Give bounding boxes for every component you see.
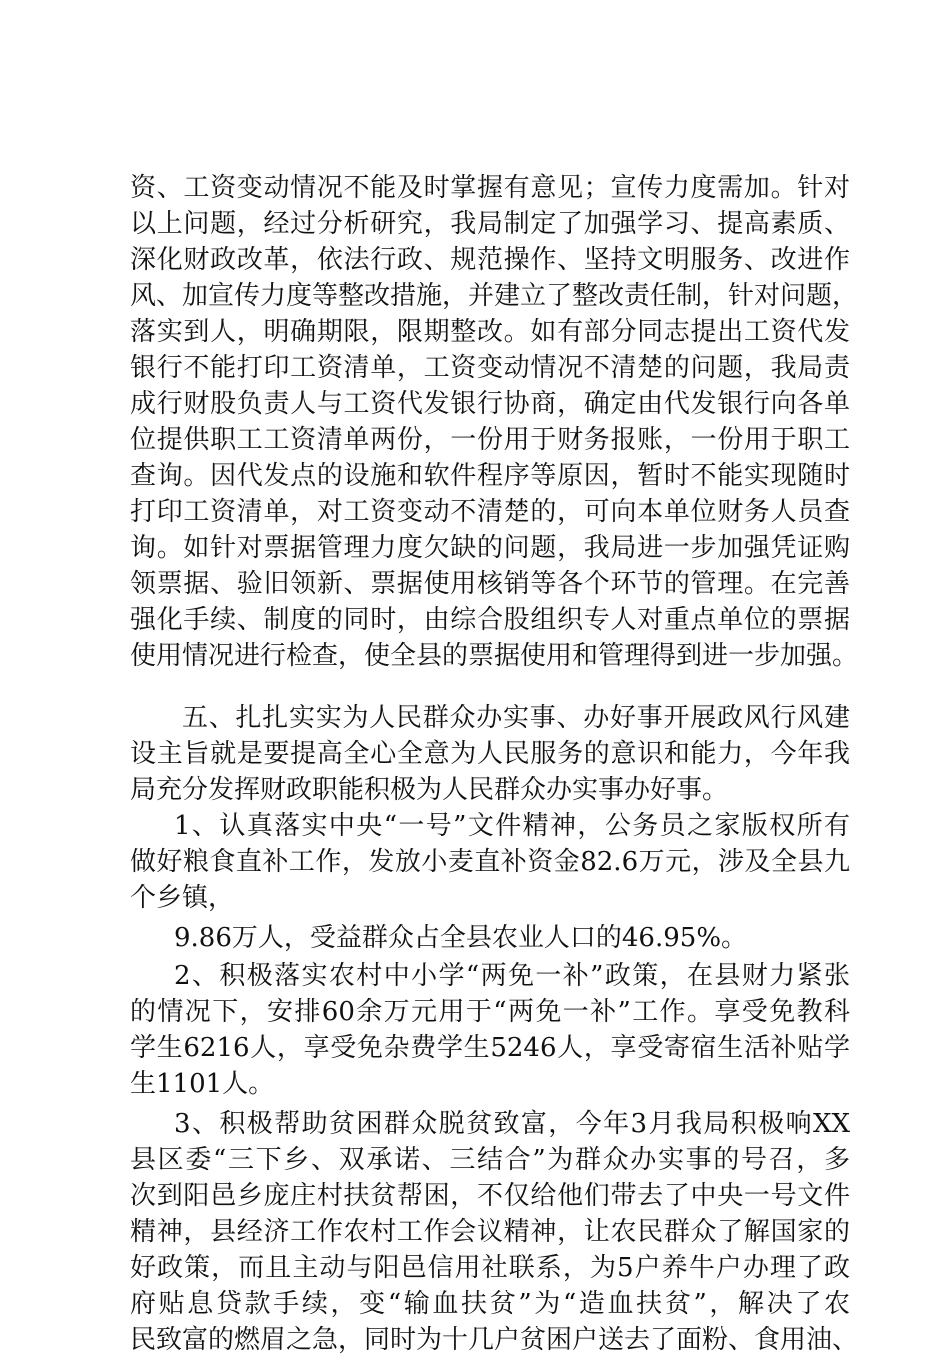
text-line: 使用情况进行检查，使全县的票据使用和管理得到进一步加强。 <box>130 641 859 671</box>
text-line: 位提供职工工资清单两份，一份用于财务报账，一份用于职工 <box>130 425 850 455</box>
text-line: 银行不能打印工资清单，工资变动情况不清楚的问题，我局责 <box>130 353 850 383</box>
text-line: 学生6216人，享受免杂费学生5246人，享受寄宿生活补贴学 <box>130 1033 850 1063</box>
text-line: 询。如针对票据管理力度欠缺的问题，我局进一步加强凭证购 <box>130 533 850 563</box>
text-line: 精神，县经济工作农村工作会议精神，让农民群众了解国家的 <box>130 1217 850 1247</box>
text-line: 查询。因代发点的设施和软件程序等原因，暂时不能实现随时 <box>130 461 850 491</box>
text-line: 领票据、验旧领新、票据使用核销等各个环节的管理。在完善 <box>130 569 850 599</box>
section-heading-line: 五、扎扎实实为人民群众办实事、办好事开展政风行风建 <box>182 703 850 733</box>
text-line: 成行财股负责人与工资代发银行协商，确定由代发银行向各单 <box>130 389 850 419</box>
text-line: 局充分发挥财政职能积极为人民群众办实事办好事。 <box>130 775 729 805</box>
text-line: 府贴息贷款手续，变“输血扶贫”为“造血扶贫”，解决了农 <box>130 1289 850 1319</box>
text-line: 次到阳邑乡庞庄村扶贫帮困，不仅给他们带去了中央一号文件 <box>130 1181 850 1211</box>
text-line: 以上问题，经过分析研究，我局制定了加强学习、提高素质、 <box>130 209 850 239</box>
text-line: 县区委“三下乡、双承诺、三结合”为群众办实事的号召，多 <box>130 1145 850 1175</box>
list-item-line: 2、积极落实农村中小学“两免一补”政策，在县财力紧张 <box>174 961 850 991</box>
text-line: 打印工资清单，对工资变动不清楚的，可向本单位财务人员查 <box>130 497 850 527</box>
text-line: 深化财政改革，依法行政、规范操作、坚持文明服务、改进作 <box>130 245 850 275</box>
list-item-line: 3、积极帮助贫困群众脱贫致富，今年3月我局积极响XX <box>174 1109 850 1139</box>
text-line: 强化手续、制度的同时，由综合股组织专人对重点单位的票据 <box>130 605 850 635</box>
text-line: 民致富的燃眉之急，同时为十几户贫困户送去了面粉、食用油、 <box>130 1325 859 1355</box>
text-line: 个乡镇， <box>130 883 235 913</box>
text-line: 风、加宣传力度等整改措施，并建立了整改责任制，针对问题， <box>130 281 859 311</box>
list-item-line: 1、认真落实中央“一号”文件精神，公务员之家版权所有 <box>174 811 850 841</box>
text-line: 做好粮食直补工作，发放小麦直补资金82.6万元，涉及全县九 <box>130 847 850 877</box>
text-line: 好政策，而且主动与阳邑信用社联系，为5户养牛户办理了政 <box>130 1253 850 1283</box>
text-line: 设主旨就是要提高全心全意为人民服务的意识和能力，今年我 <box>130 739 850 769</box>
text-line: 资、工资变动情况不能及时掌握有意见；宣传力度需加。针对 <box>130 173 850 203</box>
text-line: 的情况下，安排60余万元用于“两免一补”工作。享受免教科 <box>130 997 850 1027</box>
text-line: 生1101人。 <box>130 1069 275 1099</box>
text-line: 9.86万人，受益群众占全县农业人口的46.95%。 <box>174 923 748 953</box>
text-line: 落实到人，明确期限，限期整改。如有部分同志提出工资代发 <box>130 317 850 347</box>
